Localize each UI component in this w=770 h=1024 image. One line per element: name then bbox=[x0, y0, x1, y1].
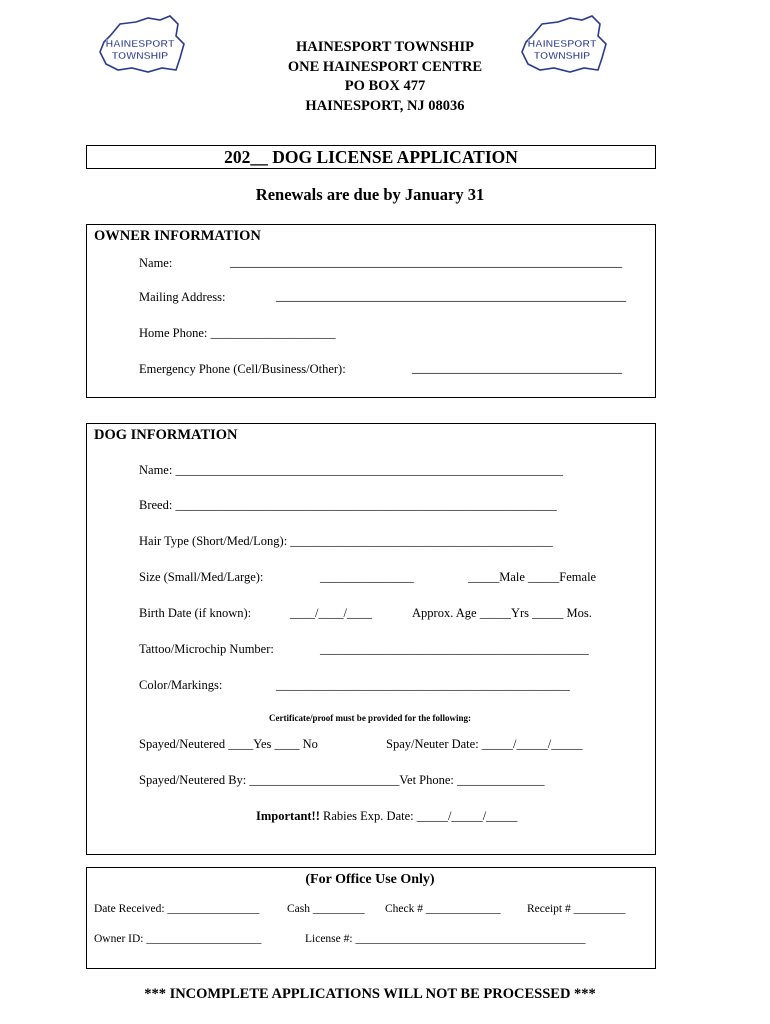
logo-text-line1: HAINESPORT bbox=[527, 38, 597, 50]
home-phone-field[interactable]: Home Phone: ____________________ bbox=[139, 326, 336, 340]
breed-field[interactable]: Breed: _____________________________________________________________ bbox=[139, 498, 557, 512]
certificate-note: Certificate/proof must be provided for the following: bbox=[269, 713, 471, 723]
dog-section-heading: DOG INFORMATION bbox=[94, 427, 238, 443]
birth-date-label: Birth Date (if known): bbox=[139, 606, 252, 620]
receipt-number-field[interactable]: Receipt # _________ bbox=[527, 903, 626, 915]
spayed-neutered-field[interactable]: Spayed/Neutered ____Yes ____ No bbox=[139, 737, 318, 751]
cash-field[interactable]: Cash _________ bbox=[287, 903, 365, 915]
approx-age-field[interactable]: Approx. Age _____Yrs _____ Mos. bbox=[412, 606, 592, 620]
owner-id-field[interactable]: Owner ID: ____________________ bbox=[94, 933, 262, 945]
birth-date-field[interactable]: ____/____/____ bbox=[290, 606, 372, 620]
logo-text-line1: HAINESPORT bbox=[105, 38, 175, 50]
date-received-field[interactable]: Date Received: ________________ bbox=[94, 903, 260, 915]
dog-information-section bbox=[86, 423, 656, 855]
hair-type-field[interactable]: Hair Type (Short/Med/Long): __________________________________________ bbox=[139, 534, 553, 548]
incomplete-applications-warning: *** INCOMPLETE APPLICATIONS WILL NOT BE PROCESSED *** bbox=[144, 986, 596, 1002]
size-field[interactable]: _______________ bbox=[320, 570, 414, 584]
license-number-field[interactable]: License #: ________________________________________ bbox=[305, 933, 586, 945]
header-address bbox=[0, 38, 770, 116]
address-line-1: ONE HAINESPORT CENTRE bbox=[287, 58, 483, 75]
office-use-heading: (For Office Use Only) bbox=[305, 872, 435, 887]
org-name: HAINESPORT TOWNSHIP bbox=[296, 39, 474, 55]
owner-section-heading: OWNER INFORMATION bbox=[94, 228, 261, 244]
important-label: Important!! bbox=[256, 809, 320, 823]
emergency-phone-field[interactable]: ______________________________ bbox=[412, 361, 622, 376]
logo-text-line2: TOWNSHIP bbox=[111, 50, 169, 62]
mailing-address-field[interactable]: __________________________________________________ bbox=[276, 289, 626, 304]
address-line-2: PO BOX 477 bbox=[344, 78, 426, 94]
check-number-field[interactable]: Check # _____________ bbox=[385, 903, 501, 915]
mailing-address-label: Mailing Address: bbox=[139, 290, 226, 304]
rabies-row bbox=[256, 809, 517, 824]
renewal-note: Renewals are due by January 31 bbox=[255, 185, 485, 204]
address-line-3: HAINESPORT, NJ 08036 bbox=[305, 97, 465, 114]
color-markings-field[interactable]: _______________________________________________ bbox=[276, 678, 570, 692]
emergency-phone-label: Emergency Phone (Cell/Business/Other): bbox=[139, 362, 346, 376]
sex-field[interactable]: _____Male _____Female bbox=[468, 570, 597, 584]
tattoo-microchip-label: Tattoo/Microchip Number: bbox=[139, 642, 274, 656]
tattoo-microchip-field[interactable]: ___________________________________________ bbox=[320, 642, 589, 656]
form-title: 202__ DOG LICENSE APPLICATION bbox=[86, 145, 656, 169]
color-markings-label: Color/Markings: bbox=[139, 678, 223, 692]
spay-neuter-date-field[interactable]: Spay/Neuter Date: _____/_____/_____ bbox=[386, 737, 583, 751]
rabies-exp-date-field[interactable]: Rabies Exp. Date: _____/_____/_____ bbox=[323, 809, 518, 823]
owner-name-field[interactable]: ________________________________________________________ bbox=[230, 255, 622, 270]
owner-name-label: Name: bbox=[139, 256, 173, 270]
dog-name-field[interactable]: Name: ______________________________________________________________ bbox=[139, 463, 563, 477]
spayed-by-vet-phone-field[interactable]: Spayed/Neutered By: ________________________Vet Phone: ______________ bbox=[139, 773, 545, 787]
logo-text-line2: TOWNSHIP bbox=[533, 50, 591, 62]
size-label: Size (Small/Med/Large): bbox=[139, 570, 264, 584]
